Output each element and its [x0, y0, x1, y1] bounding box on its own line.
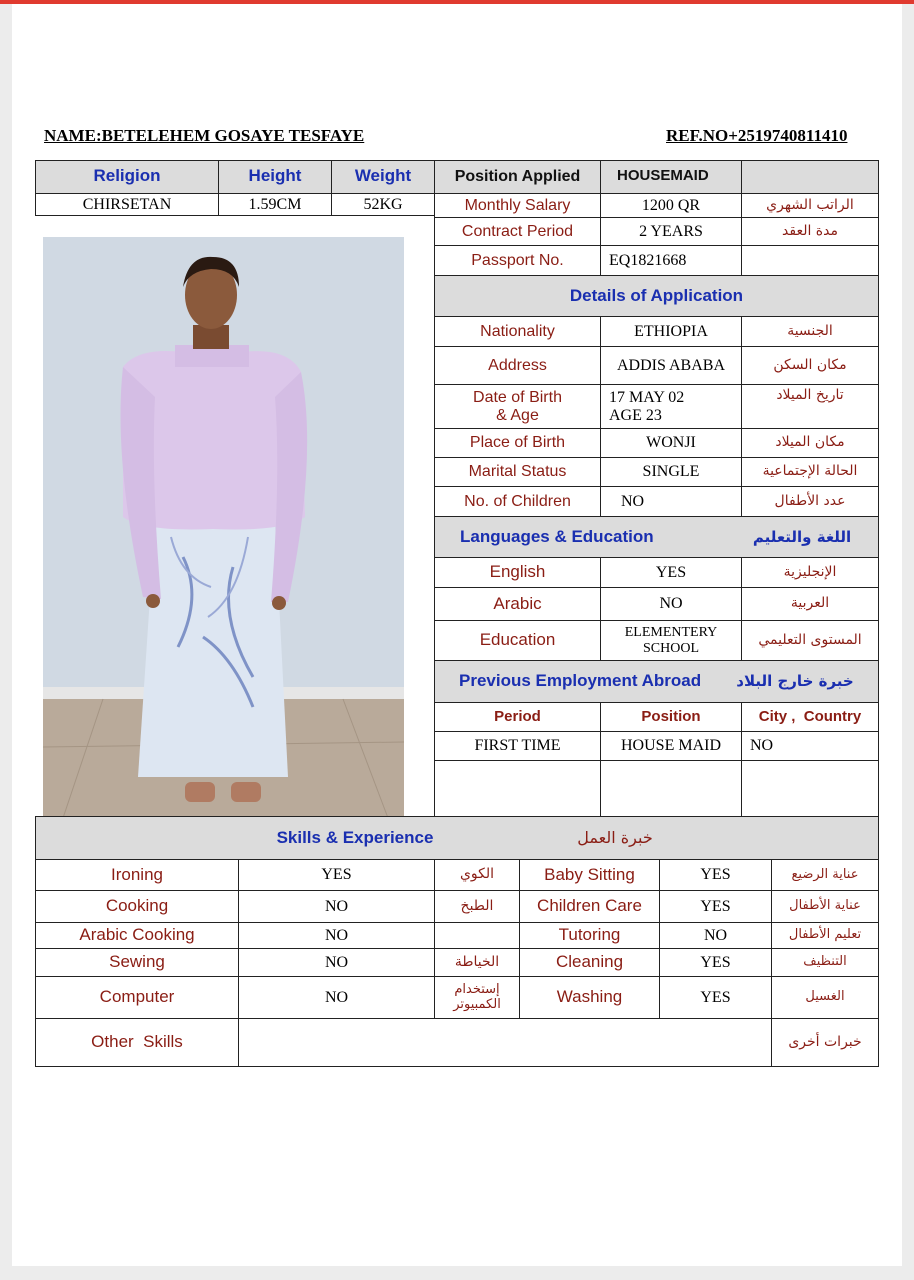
education-value	[601, 621, 741, 660]
employment-title: Previous Employment Abroad	[459, 671, 702, 691]
skill-computer-arabic: إستخدام الكمبيوتر	[453, 982, 501, 1012]
contract-period-label: Contract Period	[461, 222, 574, 240]
arabic-label: Arabic	[493, 593, 542, 613]
height-label: Height	[248, 166, 302, 186]
employment-position-head: Position	[641, 707, 701, 725]
contract-period-arabic: مدة العقد	[782, 222, 838, 239]
other-skills-label: Other Skills	[91, 1032, 183, 1052]
arabic-value: NO	[659, 595, 683, 613]
nationality-arabic: الجنسية	[787, 322, 833, 339]
children-arabic: عدد الأطفال	[774, 492, 846, 509]
skill-sewing-value: NO	[324, 953, 349, 971]
employment-period-value: FIRST TIME	[474, 737, 561, 755]
position-applied-value: HOUSEMAID	[617, 167, 709, 185]
address-value: ADDIS ABABA	[616, 356, 725, 374]
dob-value	[601, 385, 741, 428]
dob-age: AGE 23	[609, 406, 662, 424]
passport-value: EQ1821668	[609, 251, 687, 269]
employment-country-value: NO	[750, 737, 774, 755]
passport-label: Passport No.	[471, 251, 564, 269]
skill-arabic-cooking-arabic	[435, 923, 519, 948]
english-label: English	[489, 562, 546, 582]
weight-value: 52KG	[363, 195, 403, 213]
address-label: Address	[488, 356, 547, 374]
reference-number: REF.NO+2519740811410	[666, 126, 848, 145]
dob-label-line2: & Age	[496, 406, 539, 424]
skill-tutoring-arabic: تعليم الأطفال	[788, 927, 862, 943]
english-value: YES	[655, 563, 687, 581]
employment-period-head: Period	[494, 707, 541, 725]
skill-washing-arabic: الغسيل	[805, 989, 845, 1005]
arabic-arabic: العربية	[790, 595, 830, 612]
skill-arabic-cooking-label: Arabic Cooking	[79, 925, 195, 945]
skill-baby-sitting-arabic: عناية الرضيع	[791, 866, 859, 882]
skill-cooking-value: NO	[324, 897, 349, 915]
skill-cleaning-arabic: التنظيف	[803, 954, 847, 970]
marital-status-value: SINGLE	[642, 463, 700, 481]
skills-title: Skills & Experience	[276, 827, 434, 847]
skill-children-care-value: YES	[700, 897, 731, 915]
skill-ironing-value: YES	[321, 866, 352, 884]
dob-arabic: تاريخ الميلاد	[776, 387, 844, 404]
dob-date: 17 MAY 02	[609, 388, 685, 406]
height-value: 1.59CM	[248, 195, 302, 213]
skill-cooking-label: Cooking	[105, 896, 169, 916]
skill-baby-sitting-value: YES	[700, 866, 731, 884]
languages-title: Languages & Education	[460, 526, 654, 546]
nationality-value: ETHIOPIA	[634, 322, 708, 340]
weight-label: Weight	[354, 166, 412, 186]
marital-status-label: Marital Status	[468, 463, 567, 481]
children-value: NO	[621, 492, 645, 510]
candidate-photo	[43, 237, 404, 818]
place-of-birth-label: Place of Birth	[469, 434, 566, 452]
place-of-birth-value: WONJI	[646, 434, 696, 452]
contract-period-value: 2 YEARS	[639, 222, 703, 240]
education-label: Education	[479, 630, 556, 650]
skill-children-care-arabic: عناية الأطفال	[789, 898, 861, 914]
dob-label-line1: Date of Birth	[473, 388, 562, 406]
dob-label	[435, 385, 600, 428]
children-label: No. of Children	[464, 492, 571, 510]
position-applied-label: Position Applied	[454, 167, 581, 185]
skill-cleaning-value: YES	[700, 953, 731, 971]
monthly-salary-value: 1200 QR	[641, 196, 701, 214]
marital-status-arabic: الحالة الإجتماعية	[762, 463, 858, 480]
employment-position-value: HOUSE MAID	[621, 737, 721, 755]
other-skills-arabic: خبرات أخرى	[788, 1033, 862, 1050]
religion-label: Religion	[93, 166, 161, 186]
employment-city-head: City , Country	[758, 707, 862, 725]
nationality-label: Nationality	[480, 322, 555, 340]
languages-title-arabic: اللغة والتعليم	[752, 527, 852, 546]
skill-arabic-cooking-value: NO	[324, 926, 349, 944]
skill-computer-value: NO	[324, 988, 349, 1006]
religion-value: CHIRSETAN	[82, 195, 172, 213]
education-value-line1: ELEMENTERY	[624, 625, 718, 641]
skill-washing-label: Washing	[556, 987, 623, 1007]
employment-title-arabic: خبرة خارج البلاد	[736, 672, 854, 691]
skill-ironing-label: Ironing	[111, 864, 163, 884]
skill-cooking-arabic: الطبخ	[460, 897, 494, 914]
skill-sewing-label: Sewing	[109, 952, 165, 972]
skill-tutoring-value: NO	[703, 926, 728, 944]
skill-ironing-arabic: الكوي	[459, 866, 495, 883]
skill-tutoring-label: Tutoring	[558, 925, 621, 945]
place-of-birth-arabic: مكان الميلاد	[775, 434, 845, 451]
skill-washing-value: YES	[700, 988, 731, 1006]
education-arabic: المستوى التعليمي	[758, 631, 862, 648]
english-arabic: الإنجليزية	[783, 563, 837, 580]
skill-sewing-arabic: الخياطة	[454, 953, 500, 970]
details-title: Details of Application	[569, 285, 744, 305]
skill-baby-sitting-label: Baby Sitting	[544, 864, 635, 884]
candidate-name: NAME:BETELEHEM GOSAYE TESFAYE	[44, 126, 365, 145]
skill-children-care-label: Children Care	[537, 896, 642, 916]
skill-computer-label: Computer	[99, 987, 175, 1007]
skill-cleaning-label: Cleaning	[555, 952, 624, 972]
monthly-salary-arabic: الراتب الشهري	[766, 196, 854, 213]
monthly-salary-label: Monthly Salary	[464, 196, 571, 214]
skills-title-arabic: خبرة العمل	[577, 828, 653, 848]
education-value-line2: SCHOOL	[642, 640, 699, 656]
address-arabic: مكان السكن	[773, 356, 847, 373]
